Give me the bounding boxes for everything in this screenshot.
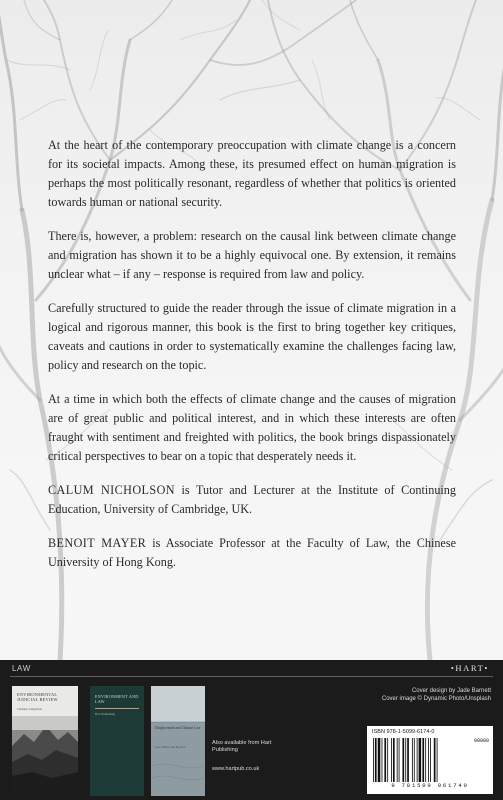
book-subtitle: Law, Policy and Practice <box>155 745 186 749</box>
cover-image-credit: Cover image © Dynamic Photo/Unsplash <box>381 696 491 702</box>
book-cover-landscape-image <box>12 716 78 796</box>
blurb-paragraph-2: There is, however, a problem: research on the causal link between climate change and migration has shown it to be a highly equivocal one. By extension, it remains unclear what – if any – response is required from law and policy. <box>48 229 456 281</box>
publisher-website: www.hartpub.co.uk <box>212 766 260 772</box>
also-available-text: Also available from Hart Publishing <box>212 740 272 754</box>
barcode-bar <box>373 738 374 782</box>
author-bio-text: is Associate Professor at the Faculty of Law, the Chinese University of Hong Kong. <box>48 536 456 569</box>
author-name: CALUM NICHOLSON <box>48 483 175 497</box>
cover-credits <box>382 687 491 703</box>
barcode-bar <box>428 738 429 782</box>
barcode-bar <box>382 738 383 782</box>
author-bio-1 <box>48 481 456 519</box>
isbn-barcode-panel <box>367 726 493 794</box>
blurb-text <box>48 136 456 587</box>
book-subtitle: Climate Litigation <box>17 707 42 711</box>
isbn-number: ISBN 978-1-5099-6174-0 <box>372 729 435 735</box>
book-title: ENVIRONMENTAL JUDICIAL REVIEW <box>17 692 58 703</box>
barcode-bar <box>405 738 406 782</box>
barcode-bar <box>375 738 377 782</box>
barcode-bar <box>434 738 436 782</box>
barcode-bar <box>430 738 431 782</box>
barcode-bar <box>417 738 418 782</box>
cover-design-credit: Cover design by Jade Barnett <box>411 688 491 694</box>
blurb-paragraph-3: Carefully structured to guide the reader through the issue of climate migration in a logical and rigorous manner, this book is the first to bring together key critiques, caveats and cautions in order to systematically examine the challenges facing law, policy and research on the topic. <box>48 301 456 372</box>
author-bio-2 <box>48 534 456 572</box>
barcode-bar <box>412 738 413 782</box>
barcode-bar <box>387 738 388 782</box>
barcode-bar <box>422 738 424 782</box>
book-title: ENVIRONMENT AND LAW <box>95 694 139 704</box>
barcode-bar <box>419 738 422 782</box>
category-label: LAW <box>12 664 31 673</box>
book-cover-sea-image <box>151 686 205 796</box>
related-book-cover <box>12 686 78 796</box>
author-name: BENOIT MAYER <box>48 536 147 550</box>
price-code: 90000 <box>473 738 489 744</box>
barcode-bar <box>391 738 392 782</box>
book-cover-rule <box>95 708 139 709</box>
book-subtitle: Hart Publishing <box>95 712 116 716</box>
barcode-bar <box>414 738 415 782</box>
barcode-bar <box>384 738 386 782</box>
barcode-bar <box>407 738 409 782</box>
blurb-paragraph-4: At a time in which both the effects of climate change and the causes of migration are of great public and political interest, and in which these interests are often fraught with sentiment and freighted with politics, the book brings dispassionately critical perspectives to bear on a topic that desperately needs it. <box>48 392 456 463</box>
barcode-bar <box>397 738 398 782</box>
barcode-bar <box>393 738 395 782</box>
author-bio-text: is Tutor and Lecturer at the Institute of Continuing Education, University of Cambridge, UK. <box>48 483 456 516</box>
blurb-paragraph-1: At the heart of the contemporary preoccupation with climate change is a concern for its societal impacts. Among these, its presumed effect on human migration is perhaps the most politically resonant, regardless of whether that politics is oriented towards human or national security. <box>48 138 456 209</box>
barcode-icon <box>371 738 463 782</box>
book-title: Displacement and Climate Law <box>155 726 201 730</box>
footer-divider <box>10 676 493 677</box>
barcode-bar <box>402 738 404 782</box>
related-book-cover <box>151 686 205 796</box>
barcode-bar <box>378 738 381 782</box>
barcode-digits: 9 781509 961740 <box>391 782 469 789</box>
barcode-bar <box>399 738 400 782</box>
hart-publisher-logo: •HART• <box>450 663 489 673</box>
barcode-bar <box>425 738 426 782</box>
barcode-bar <box>437 738 438 782</box>
related-book-cover <box>90 686 144 796</box>
